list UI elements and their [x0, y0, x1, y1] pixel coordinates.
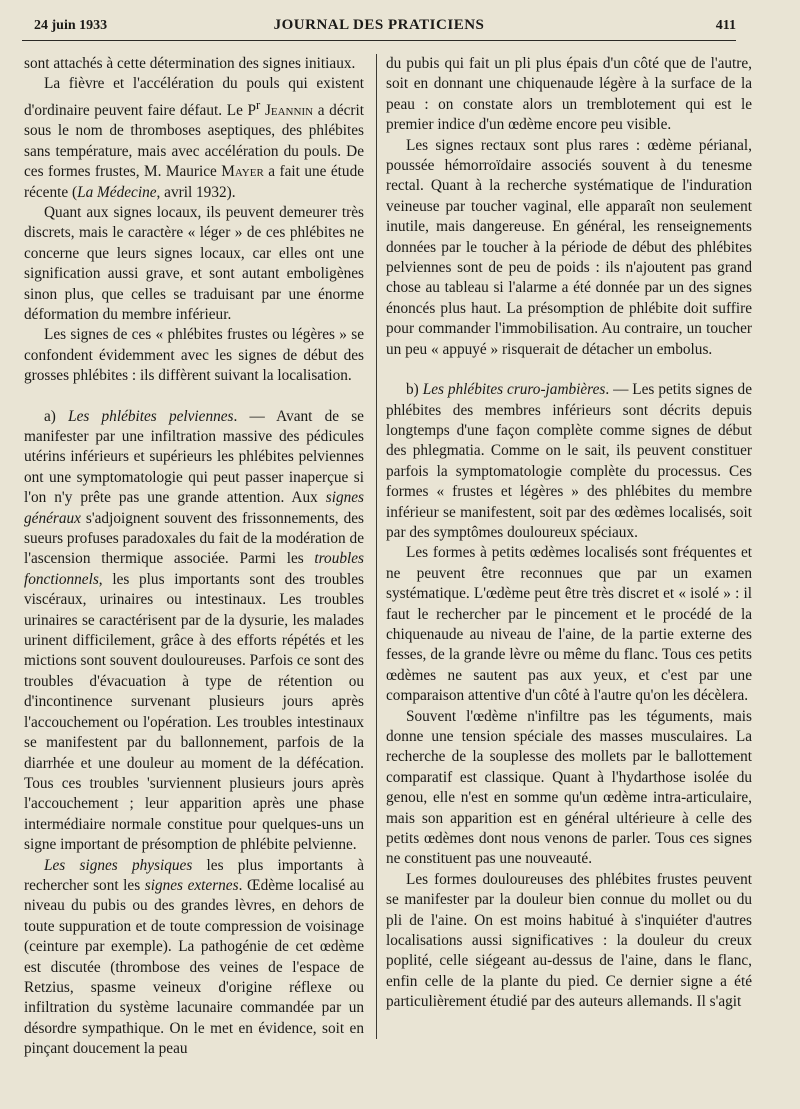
section-a-paragraph: a) Les phlébites pelviennes. — Avant de se manifester par une infiltration massive des pédicules utérins inférieurs et supérieurs les phlébites pelviennes ont une symptomatologie qui peut passer inaperçue si l'on n'y prête pas une grande attention. Aux signes généraux s'adjoignent souvent des frissonnements, des sueurs profuses paradoxales du fait de la modération de l'ascension thermique associée. Parmi les troubles fonctionnels, les plus importants sont des troubles viscéraux, urinaires ou intestinaux. Les troubles urinaires se caractérisent par de la dysurie, les malades urinent difficilement, grâce à des efforts répétés et les mictions sont souvent douloureuses. Parfois ce sont des troubles d'évacuation à type de rétention ou d'incontinence survenant plusieurs jours après l'accouchement ou l'opération. Les troubles intestinaux se manifestent par du ballonnement, parfois de la diarrhée et une douleur au moment de la défécation. Tous ces troubles 'surviennent plusieurs jours après l'accouchement ; leur apparition après une phase intermédiaire normale constitue pour quelques-uns un signe important de présomption de phlébite pelvienne. — [24, 407, 364, 854]
section-a-heading: Les phlébites pelviennes — [68, 407, 234, 425]
header-page-number: 411 — [715, 18, 736, 33]
paragraph: Quant aux signes locaux, ils peuvent demeurer très discrets, mais le caractère « léger » de ces phlébites ne concerne que leurs signes locaux, car elles ont une signification aussi grave, et sont autant emboligènes sinon plus, que celles se traduisant par une énorme déformation du membre inférieur. — [24, 203, 364, 323]
paragraph: Les signes rectaux sont plus rares : œdème périanal, poussée hémorroïdaire associés souvent à du tenesme rectal. Quant à la recherche systématique de l'induration veineuse par toucher vaginal, elle apparaît non seulement inutile, mais dangereuse. En général, les renseignements données par le toucher à la période de début des phlébites pelviennes sont de peu de poids : ils n'ajoutent pas grand chose au tableau si l'alarme a été donnée par un des signes énoncés plus haut. La présomption de phlébite doit suffire pour commander l'immobilisation. Au contraire, un toucher un peu « appuyé » risquerait de détacher un embolus. — [386, 136, 752, 358]
paragraph: Les formes à petits œdèmes localisés sont fréquentes et ne peuvent être reconnues que par un examen systématique. L'œdème peut être très discret et « isolé » : il faut le rechercher par le pincement et le procédé de la chiquenaude au niveau de l'aine, de la partie externe des fesses, de la grande lèvre ou même du flanc. Tous ces petits œdèmes ne sautent pas aux yeux, et c'est par une comparaison attentive d'un côté à l'autre qu'on les décèlera. — [386, 544, 752, 705]
running-header — [22, 14, 736, 41]
paragraph: Les formes douloureuses des phlébites frustes peuvent se manifester par la douleur bien connue du mollet ou du pli de l'aine. On est moins habitué à s'inquiéter d'autres localisations aussi significatives : la douleur du creux poplité, celle siégeant au-dessus de l'aine, dans le flanc, enfin celle de la plante du pied. Ce dernier signe a été particulièrement étudié par des auteurs allemands. Il s'agit — [386, 870, 752, 1011]
paragraph: Les signes physiques les plus importants à rechercher sont les signes externes. Œdème localisé au niveau du pubis ou des grandes lèvres, en dehors de toute suppuration et de toute compression de voisinage (ceinture par exemple). La pathogénie de cet œdème est discutée (thrombose des veines de l'espace de Retzius, spasme veineux d'origine réflexe ou infiltration du système lacunaire commandée par un désordre sympathique. On le met en évidence, soit en pinçant doucement la peau — [24, 856, 365, 1058]
column-divider — [376, 54, 377, 1039]
header-journal-title: JOURNAL DES PRATICIENS — [273, 17, 485, 33]
section-b-heading: Les phlébites cruro-jambières — [422, 381, 606, 399]
paragraph: sont attachés à cette détermination des signes initiaux. — [24, 55, 356, 72]
paragraph: La fièvre et l'accélération du pouls qui existent d'ordinaire peuvent faire défaut. Le $P^r$ Jeannin a décrit sous le nom de thromboses aseptiques, des phlébites sans température, mais avec accélération du pouls. De ces formes frustes, M. Maurice Mayer a fait une étude récente (La Médecine, avril 1932). — [24, 75, 365, 201]
section-b-paragraph: b) Les phlébites cruro-jambières. — Les petits signes de phlébites des membres inférieurs sont décrits depuis longtemps d'une façon complète comme signes de début des phlegmatia. Comme on le sait, ils peuvent constituer parfois la symptomatologie complète du processus. Ces formes « frustes et légères » des phlébites du membre inférieur se manifestent, soit par des œdèmes localisés, soit par des symptômes douloureux spéciaux. — [386, 381, 752, 541]
paragraph: Souvent l'œdème n'infiltre pas les téguments, mais donne une tension spéciale des masses musculaires. La recherche de la souplesse des mollets par le ballottement comparatif est classique. Quant à l'hydarthose isolée du genou, elle n'est en somme qu'un œdème intra-articulaire, mais son apparition est en général ultérieure à celle des petits œdèmes dont nous venons de parler. Tous ces signes ne constituent pas une nouveauté. — [386, 707, 752, 868]
paragraph: du pubis qui fait un pli plus épais d'un côté que de l'autre, soit en donnant une chiquenaude légère à la surface de la peau : on constate alors un tremblotement qui est le premier indice d'un œdème encore peu visible. — [386, 55, 752, 134]
left-column — [24, 54, 364, 1060]
journal-reference: La Médecine — [77, 183, 157, 201]
paragraph: Les signes de ces « phlébites frustes ou légères » se confondent évidemment avec les signes de début des grosses phlébites : ils diffèrent suivant la localisation. — [24, 326, 364, 385]
right-column — [386, 54, 752, 1013]
author-name: Jeannin — [264, 101, 314, 119]
author-name: Mayer — [221, 163, 264, 181]
header-date: 24 juin 1933 — [34, 18, 108, 33]
